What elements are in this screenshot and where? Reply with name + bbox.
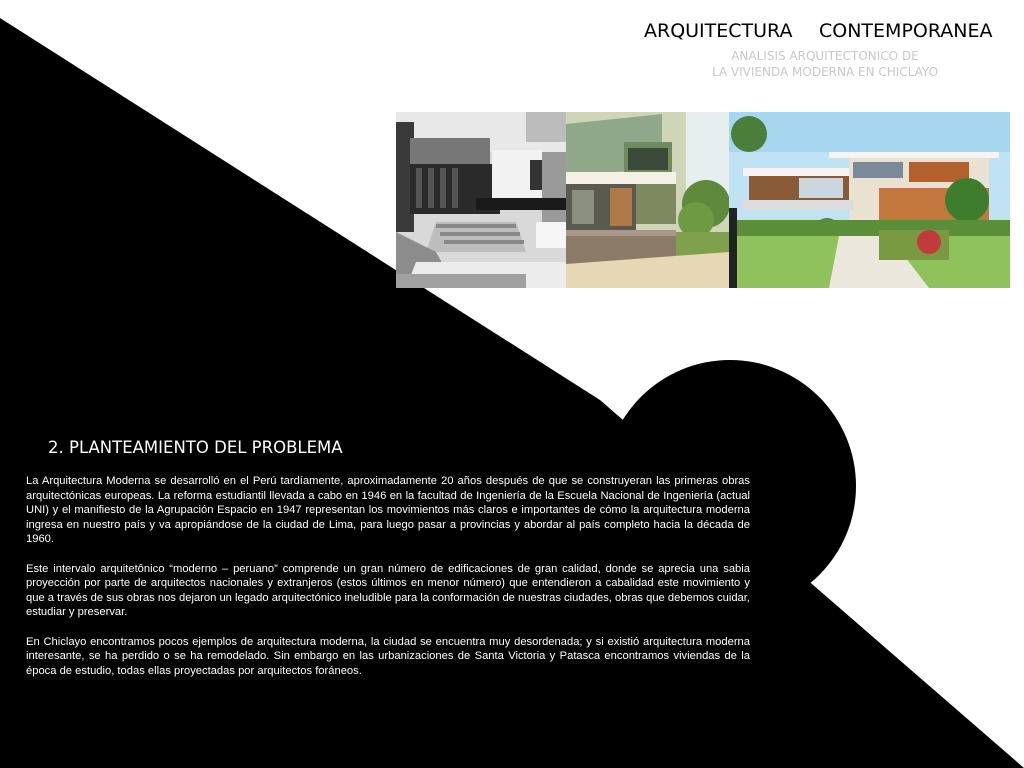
photo-modern-house-garden [729,112,1010,288]
subtitle-line-2: LA VIVIENDA MODERNA EN CHICLAYO [711,65,939,79]
title-left: ARQUITECTURA [644,20,793,42]
subtitle-line-1: ANALISIS ARQUITECTONICO DE [731,49,919,63]
section-heading: 2. PLANTEAMIENTO DEL PROBLEMA [48,438,343,457]
body-text [26,474,750,693]
paragraph-3: En Chiclayo encontramos pocos ejemplos de arquitectura moderna, la ciudad se encuentra muy desordenada; y si existió arquitectura moderna interesante, se ha perdido o se ha remodelado. Sin embargo en las urbanizaciones de Santa Victoria y Patasca encontramos viviendas de la época de estudio, todas ellas proyectadas por arquitectos foráneos. [26,635,750,677]
title-right: CONTEMPORANEA [819,20,993,42]
page-title [644,20,1004,46]
photo-color-modern-house [566,112,729,288]
paragraph-2: Este intervalo arquitetônico “moderno – peruano” comprende un gran número de edificaciones de gran calidad, donde se aprecia una sabia proyección por parte de arquitectos nacionales y extranjeros (estos últimos en menor número) que entendieron a cabalidad este movimiento y que a través de sus obras nos dejaron un legado arquitectónico ineludible para la conformación de nuestras ciudades, obras que debemos cuidar, estudiar y preservar. [26,562,750,619]
paragraph-1: La Arquitectura Moderna se desarrolló en el Perú tardíamente, aproximadamente 20 años después de que se construyeran las primeras obras arquitectónicas europeas. La reforma estudiantil llevada a cabo en 1946 en la facultad de Ingeniería de la Escuela Nacional de Ingeniería (actual UNI) y el manifiesto de la Agrupación Espacio en 1947 representan los movimientos más claros e importantes de cómo la arquitectura moderna ingresa en nuestro país y va apropiándose de la ciudad de Lima, para luego pasar a provincias y abordar al país completo hacia la década de 1960. [26,475,750,546]
photo-bw-modern-building [396,112,566,288]
page-subtitle [680,48,970,80]
